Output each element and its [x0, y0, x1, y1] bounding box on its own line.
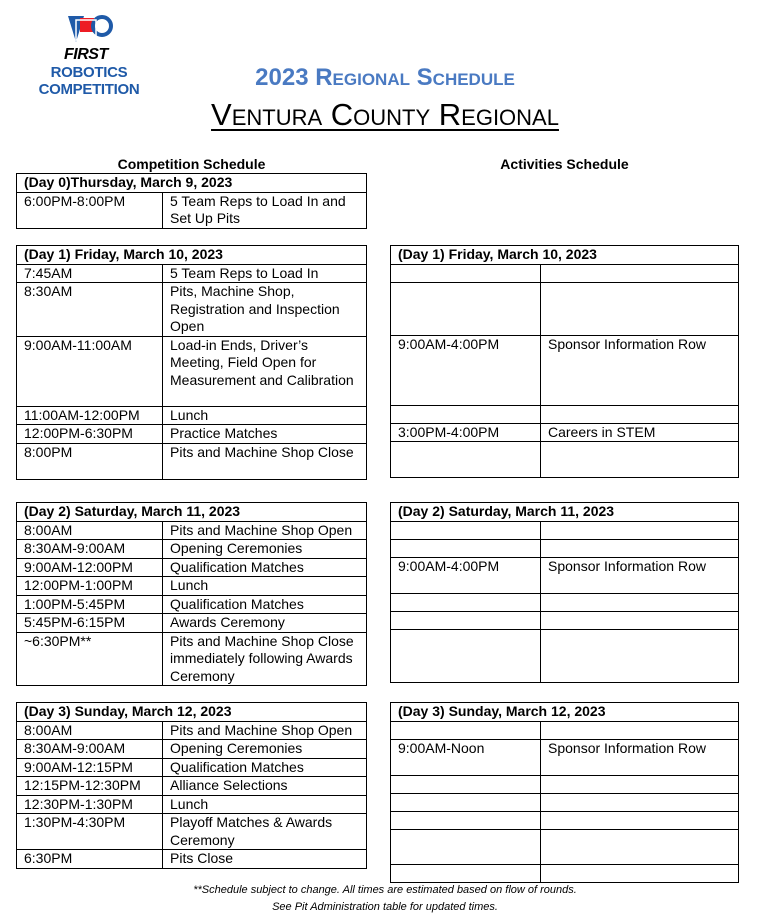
event-cell: [541, 442, 739, 478]
table-row: [17, 577, 367, 596]
time-cell: 12:00PM-1:00PM: [17, 577, 163, 596]
table-row: [391, 557, 739, 593]
time-cell: 9:00AM-4:00PM: [391, 335, 541, 405]
table-row: [17, 558, 367, 577]
event-name: [0, 97, 758, 133]
event-cell: Pits and Machine Shop Open: [163, 521, 367, 540]
logo-competition-text: COMPETITION: [38, 81, 140, 98]
competition-day2-table: [16, 502, 367, 686]
event-cell: [541, 593, 739, 611]
event-cell: Opening Ceremonies: [163, 740, 367, 759]
table-row: [17, 850, 367, 869]
time-cell: [391, 282, 541, 335]
event-cell: [541, 629, 739, 682]
time-cell: 3:00PM-4:00PM: [391, 423, 541, 442]
event-name-text: Ventura County Regional: [211, 97, 559, 132]
time-cell: 12:30PM-1:30PM: [17, 795, 163, 814]
time-cell: 9:00AM-Noon: [391, 739, 541, 775]
event-cell: [541, 405, 739, 423]
table-row: [391, 264, 739, 282]
table-row: [391, 775, 739, 793]
event-cell: Qualification Matches: [163, 758, 367, 777]
time-cell: [391, 793, 541, 811]
competition-schedule-heading: Competition Schedule: [117, 156, 266, 172]
time-cell: 9:00AM-11:00AM: [17, 336, 163, 406]
table-row: [391, 423, 739, 442]
time-cell: 8:00AM: [17, 521, 163, 540]
event-cell: Sponsor Information Row: [541, 335, 739, 405]
event-cell: [541, 864, 739, 882]
table-row: [17, 443, 367, 479]
day-header: (Day 2) Saturday, March 11, 2023: [391, 503, 739, 522]
day-header: (Day 0)Thursday, March 9, 2023: [17, 174, 367, 193]
time-cell: [391, 829, 541, 864]
time-cell: 8:30AM-9:00AM: [17, 540, 163, 559]
competition-day1-table: [16, 245, 367, 480]
day-header: (Day 1) Friday, March 10, 2023: [17, 246, 367, 265]
event-cell: Alliance Selections: [163, 777, 367, 796]
event-cell: 5 Team Reps to Load In: [163, 264, 367, 283]
table-row: [17, 632, 367, 686]
table-row: [391, 611, 739, 629]
event-cell: [541, 793, 739, 811]
time-cell: [391, 521, 541, 539]
activities-schedule-heading: Activities Schedule: [500, 156, 629, 172]
table-row: [391, 539, 739, 557]
first-logo-icon: [64, 12, 116, 46]
event-cell: Sponsor Information Row: [541, 739, 739, 775]
event-cell: Sponsor Information Row: [541, 557, 739, 593]
event-cell: Opening Ceremonies: [163, 540, 367, 559]
logo-robotics-text: ROBOTICS: [50, 64, 128, 81]
table-row: [17, 740, 367, 759]
time-cell: [391, 629, 541, 682]
time-cell: 1:30PM-4:30PM: [17, 814, 163, 850]
time-cell: [391, 539, 541, 557]
table-row: [391, 829, 739, 864]
table-row: [17, 614, 367, 633]
table-row: [17, 521, 367, 540]
competition-day3-table: [16, 702, 367, 869]
table-row: [17, 795, 367, 814]
time-cell: 12:15PM-12:30PM: [17, 777, 163, 796]
event-cell: 5 Team Reps to Load In and Set Up Pits: [163, 192, 367, 228]
table-row: [17, 336, 367, 406]
table-row: [391, 629, 739, 682]
table-row: [391, 811, 739, 829]
event-cell: Qualification Matches: [163, 595, 367, 614]
competition-day0-table: [16, 173, 367, 229]
time-cell: [391, 611, 541, 629]
time-cell: 8:30AM-9:00AM: [17, 740, 163, 759]
table-row: [17, 777, 367, 796]
table-row: [391, 335, 739, 405]
event-cell: Playoff Matches & Awards Ceremony: [163, 814, 367, 850]
event-cell: Lunch: [163, 577, 367, 596]
table-row: [17, 192, 367, 228]
time-cell: 8:00AM: [17, 721, 163, 740]
time-cell: [391, 593, 541, 611]
day-header: (Day 3) Sunday, March 12, 2023: [17, 703, 367, 722]
time-cell: [391, 721, 541, 739]
event-cell: [541, 811, 739, 829]
event-cell: [541, 775, 739, 793]
time-cell: 8:00PM: [17, 443, 163, 479]
table-row: [391, 405, 739, 423]
time-cell: ~6:30PM**: [17, 632, 163, 686]
table-row: [391, 593, 739, 611]
table-row: [391, 282, 739, 335]
table-row: [391, 721, 739, 739]
event-cell: Pits and Machine Shop Open: [163, 721, 367, 740]
footnote-line1: **Schedule subject to change. All times are estimated based on flow of rounds.: [193, 884, 577, 896]
event-cell: [541, 539, 739, 557]
event-cell: [541, 721, 739, 739]
table-row: [391, 442, 739, 478]
day-header: (Day 2) Saturday, March 11, 2023: [17, 503, 367, 522]
event-cell: Qualification Matches: [163, 558, 367, 577]
footnote-line2: See Pit Administration table for updated times.: [272, 901, 498, 913]
time-cell: 11:00AM-12:00PM: [17, 406, 163, 425]
event-cell: [541, 264, 739, 282]
event-cell: Awards Ceremony: [163, 614, 367, 633]
table-row: [17, 758, 367, 777]
time-cell: [391, 405, 541, 423]
time-cell: [391, 264, 541, 282]
table-row: [391, 864, 739, 882]
time-cell: [391, 864, 541, 882]
event-cell: Lunch: [163, 406, 367, 425]
activities-day3-table: [390, 702, 739, 883]
table-row: [17, 540, 367, 559]
activities-day2-table: [390, 502, 739, 683]
time-cell: [391, 442, 541, 478]
time-cell: 9:00AM-4:00PM: [391, 557, 541, 593]
event-cell: Load-in Ends, Driver’s Meeting, Field Open for Measurement and Calibration: [163, 336, 367, 406]
event-cell: Practice Matches: [163, 425, 367, 444]
table-row: [391, 521, 739, 539]
event-cell: Pits and Machine Shop Close immediately following Awards Ceremony: [163, 632, 367, 686]
time-cell: 8:30AM: [17, 283, 163, 337]
page-title: 2023 Regional Schedule: [255, 64, 515, 91]
logo-first-text: FIRST: [64, 46, 108, 63]
time-cell: 12:00PM-6:30PM: [17, 425, 163, 444]
event-cell: Lunch: [163, 795, 367, 814]
time-cell: [391, 811, 541, 829]
time-cell: 9:00AM-12:15PM: [17, 758, 163, 777]
event-cell: Pits, Machine Shop, Registration and Inspection Open: [163, 283, 367, 337]
day-header: (Day 3) Sunday, March 12, 2023: [391, 703, 739, 722]
day-header: (Day 1) Friday, March 10, 2023: [391, 246, 739, 265]
event-cell: [541, 829, 739, 864]
time-cell: 1:00PM-5:45PM: [17, 595, 163, 614]
event-cell: Pits Close: [163, 850, 367, 869]
table-row: [17, 283, 367, 337]
time-cell: [391, 775, 541, 793]
table-row: [17, 406, 367, 425]
time-cell: 5:45PM-6:15PM: [17, 614, 163, 633]
time-cell: 9:00AM-12:00PM: [17, 558, 163, 577]
table-row: [391, 793, 739, 811]
table-row: [17, 721, 367, 740]
time-cell: 6:30PM: [17, 850, 163, 869]
table-row: [17, 595, 367, 614]
event-cell: [541, 282, 739, 335]
activities-day1-table: [390, 245, 739, 478]
table-row: [17, 814, 367, 850]
time-cell: 6:00PM-8:00PM: [17, 192, 163, 228]
table-row: [17, 425, 367, 444]
event-cell: [541, 611, 739, 629]
event-cell: Careers in STEM: [541, 423, 739, 442]
event-cell: [541, 521, 739, 539]
event-cell: Pits and Machine Shop Close: [163, 443, 367, 479]
time-cell: 7:45AM: [17, 264, 163, 283]
table-row: [391, 739, 739, 775]
table-row: [17, 264, 367, 283]
